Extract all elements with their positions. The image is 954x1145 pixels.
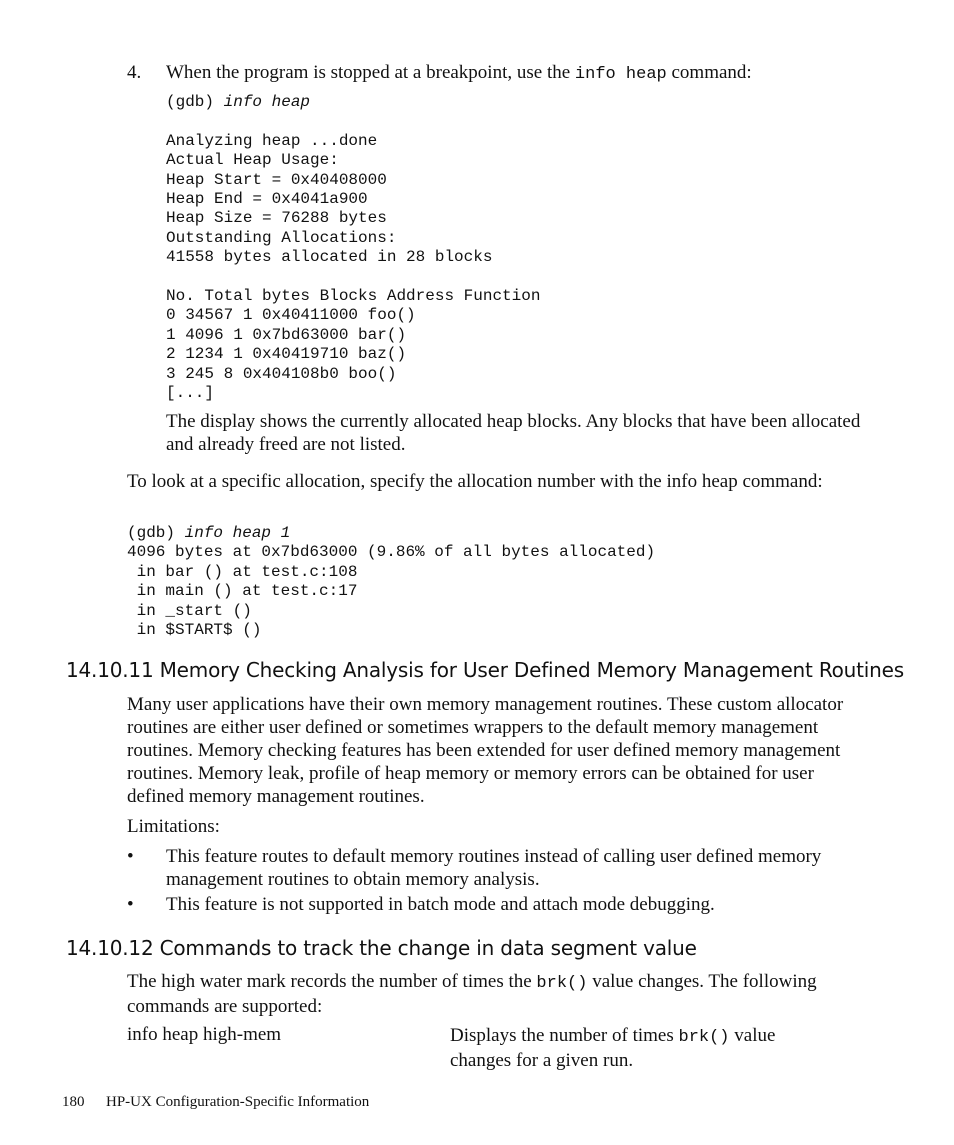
- step-text-after: command:: [666, 62, 752, 83]
- code-line: in $START$ (): [127, 621, 262, 640]
- list-item: [0, 893, 954, 917]
- bullet-text: This feature is not supported in batch mode and attach mode debugging.: [166, 894, 715, 915]
- code-output: [127, 543, 655, 640]
- display-note: The display shows the currently allocated heap blocks. Any blocks that have been allocated and already freed are not listed.: [166, 411, 861, 455]
- specific-alloc-intro: To look at a specific allocation, specify the allocation number with the info heap command:: [127, 471, 823, 492]
- bullet-text: This feature routes to default memory routines instead of calling user defined memory management routines to obtain memory analysis.: [166, 846, 822, 890]
- code-line: 1 4096 1 0x7bd63000 bar(): [166, 325, 407, 344]
- code-line: [166, 268, 540, 287]
- list-item: [0, 845, 954, 893]
- code-line: 2 1234 1 0x40419710 baz(): [166, 345, 407, 364]
- page-number: 180: [62, 1094, 85, 1110]
- section-intro: [127, 970, 827, 1018]
- code-line: No. Total bytes Blocks Address Function: [166, 287, 541, 306]
- code-line: 0 34567 1 0x40411000 foo(): [166, 306, 416, 325]
- code-line: Heap Size = 76288 bytes: [166, 209, 387, 228]
- step-number: 4.: [127, 62, 142, 83]
- inline-code: info heap: [574, 65, 667, 84]
- code-line: in bar () at test.c:108: [127, 562, 358, 581]
- footer-title: HP-UX Configuration-Specific Information: [106, 1094, 370, 1110]
- step-text: [166, 61, 866, 86]
- code-line: Heap End = 0x4041a900: [166, 190, 368, 209]
- section-heading-14-10-11: 14.10.11 Memory Checking Analysis for User Defined Memory Management Routines: [66, 658, 904, 682]
- bullet-marker: •: [127, 846, 134, 867]
- code-line: in main () at test.c:17: [127, 582, 358, 601]
- code-line: Actual Heap Usage:: [166, 151, 339, 170]
- code-line: [...]: [166, 384, 215, 403]
- command-name: info heap high-mem: [127, 1024, 282, 1045]
- code-line: Analyzing heap ...done: [166, 131, 378, 150]
- page-footer: [62, 1093, 369, 1111]
- code-line: in _start (): [127, 601, 252, 620]
- code-line: 3 245 8 0x404108b0 boo(): [166, 364, 397, 383]
- inline-code: brk(): [678, 1028, 730, 1047]
- inline-code: brk(): [536, 974, 588, 993]
- limitations-label: Limitations:: [127, 816, 220, 837]
- gdb-command: info heap 1: [184, 524, 291, 542]
- desc-text-before: Displays the number of times: [450, 1025, 679, 1046]
- gdb-command: info heap: [223, 93, 311, 111]
- limitations-list: [0, 845, 954, 917]
- gdb-prompt: (gdb): [127, 524, 185, 542]
- command-description: [450, 1024, 830, 1072]
- code-line: Heap Start = 0x40408000: [166, 170, 387, 189]
- bullet-marker: •: [127, 894, 134, 915]
- intro-text-after: value changes. The following commands are supported:: [127, 971, 817, 1017]
- code-line: 4096 bytes at 0x7bd63000 (9.86% of all bytes allocated): [127, 543, 656, 562]
- code-line: Outstanding Allocations:: [166, 228, 397, 247]
- code-line: 41558 bytes allocated in 28 blocks: [166, 248, 493, 267]
- step-text-before: When the program is stopped at a breakpoint, use the: [166, 62, 575, 83]
- intro-text-before: The high water mark records the number of times the: [127, 971, 537, 992]
- code-line: [166, 112, 540, 131]
- gdb-prompt: (gdb): [166, 93, 224, 111]
- section-heading-14-10-12: 14.10.12 Commands to track the change in data segment value: [66, 936, 697, 960]
- desc-text-after: value changes for a given run.: [450, 1025, 776, 1071]
- section-paragraph: Many user applications have their own memory management routines. These custom allocator routines are either user defined or sometimes wrappers to the default memory management routines. Memory checking features has been extended for user defined memory management routines. Memory leak, profile of heap memory or memory errors can be obtained for user defined memory management routines.: [127, 694, 844, 807]
- code-output: [166, 112, 540, 403]
- code-block-2: [127, 524, 655, 640]
- code-block-1: [166, 93, 540, 403]
- code-prompt-line: [127, 524, 655, 543]
- code-prompt-line: [166, 93, 540, 112]
